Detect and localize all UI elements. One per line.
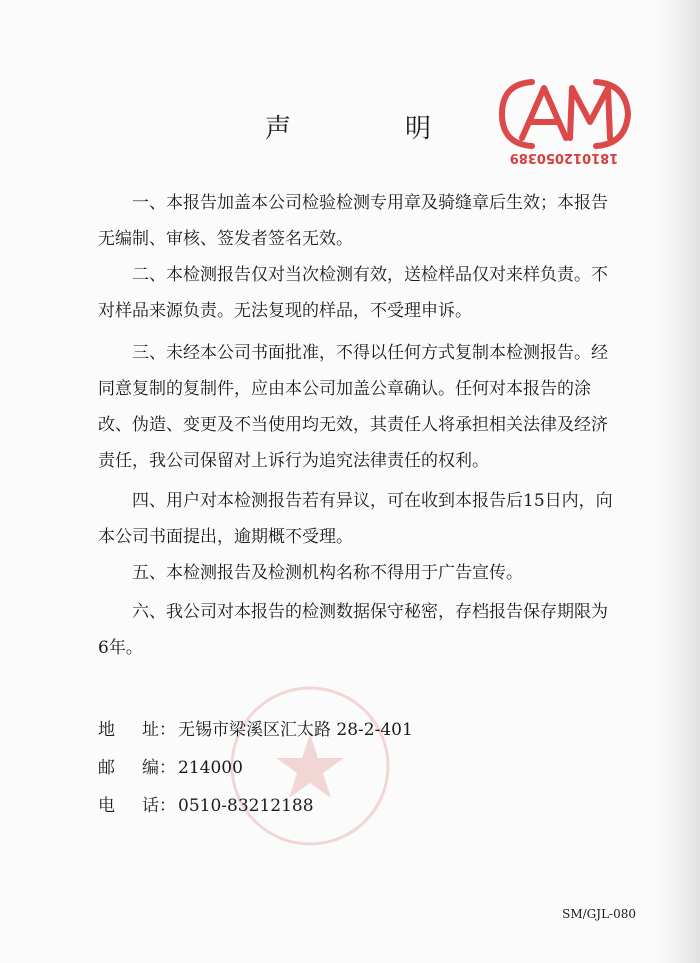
phone-key-2: 话： — [142, 796, 176, 816]
phone-value: 0510-83212188 — [178, 796, 314, 816]
cma-stamp — [492, 62, 637, 172]
clause-3: 三、未经本公司书面批准，不得以任何方式复制本检测报告。经同意复制的复制件，应由本公司加盖公章确认。任何对本报告的涂改、伪造、变更及不当使用均无效，其责任人将承担相关法律及经济责任，我公司保留对上诉行为追究法律责任的权利。 — [98, 343, 608, 471]
address-line — [98, 715, 413, 740]
postal-value: 214000 — [178, 758, 243, 778]
title-char-2: 明 — [405, 114, 436, 144]
postal-key-1: 邮 — [98, 758, 115, 778]
postal-line — [98, 753, 243, 778]
clause-6: 六、我公司对本报告的检测数据保守秘密，存档报告保存期限为6年。 — [98, 602, 608, 658]
title-char-1: 声 — [264, 114, 295, 144]
clause-5: 五、本检测报告及检测机构名称不得用于广告宣传。 — [132, 563, 523, 583]
svg-text:181012050389: 181012050389 — [509, 150, 619, 165]
phone-key-1: 电 — [98, 796, 115, 816]
address-value: 无锡市梁溪区汇太路 28-2-401 — [178, 720, 413, 740]
clause-1: 一、本报告加盖本公司检验检测专用章及骑缝章后生效；本报告无编制、审核、签发者签名无效。 — [98, 193, 608, 249]
address-key-2: 址： — [142, 720, 176, 740]
clause-4: 四、用户对本检测报告若有异议，可在收到本报告后15日内，向本公司书面提出，逾期概不受理。 — [98, 491, 613, 547]
faint-company-seal — [226, 682, 394, 850]
clause-2: 二、本检测报告仅对当次检测有效，送检样品仅对来样负责。不对样品来源负责。无法复现的样品，不受理申诉。 — [98, 265, 608, 321]
postal-key-2: 编： — [142, 758, 176, 778]
phone-line — [98, 791, 314, 816]
document-code: SM/GJL-080 — [562, 907, 636, 921]
address-key-1: 地 — [98, 720, 115, 740]
